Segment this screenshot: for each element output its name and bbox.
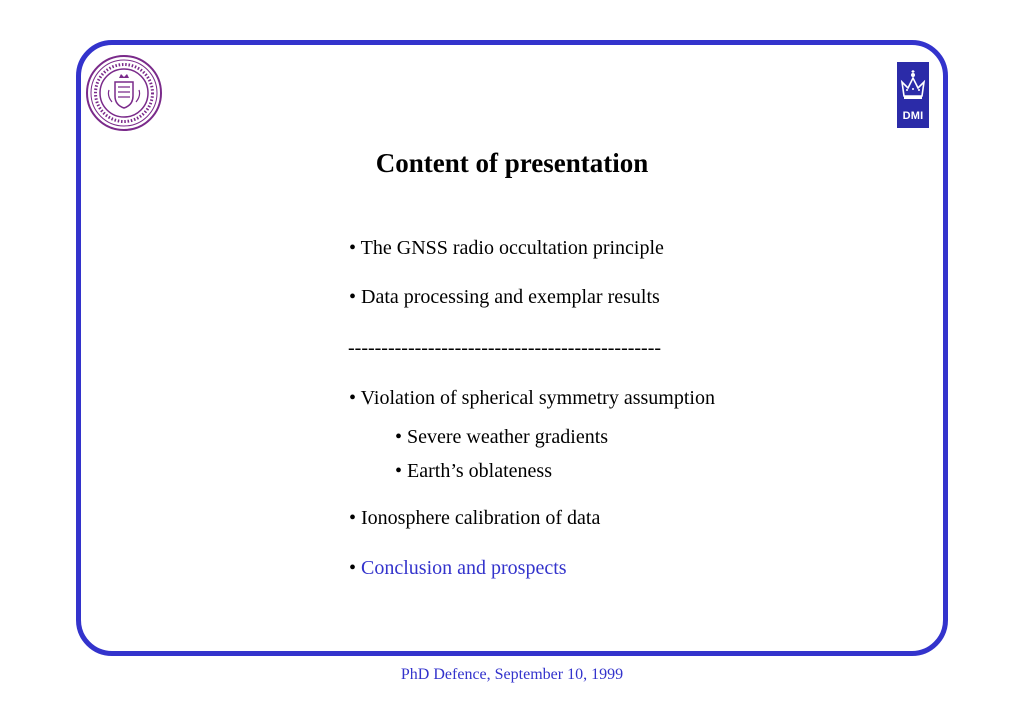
- sub-bullet-weather-gradients: [395, 425, 608, 449]
- bullet-spherical-symmetry: [349, 386, 715, 410]
- bullet-text: Ionosphere calibration of data: [361, 507, 601, 529]
- bullet-ionosphere: [349, 506, 600, 530]
- bullet-marker: •: [349, 507, 357, 529]
- bullet-marker: •: [349, 557, 357, 579]
- crown-icon: [897, 62, 929, 108]
- bullet-marker: •: [349, 387, 357, 409]
- conclusion-link[interactable]: Conclusion and prospects: [361, 557, 567, 579]
- dmi-logo: [897, 62, 929, 128]
- bullet-marker: •: [349, 237, 357, 259]
- sub-bullet-oblateness: [395, 459, 552, 483]
- slide-title: Content of presentation: [375, 148, 649, 178]
- dmi-label: DMI: [902, 110, 924, 122]
- bullet-text: Data processing and exemplar results: [361, 286, 660, 308]
- bullet-data-processing: [349, 285, 660, 309]
- bullet-text: Severe weather gradients: [407, 426, 609, 448]
- bullet-text: Earth’s oblateness: [407, 460, 552, 482]
- bullet-text: The GNSS radio occultation principle: [360, 237, 664, 259]
- bullet-text: Violation of spherical symmetry assumption: [360, 387, 715, 409]
- bullet-marker: •: [395, 460, 403, 482]
- bullet-gnss-principle: [349, 236, 664, 260]
- separator-line: -----------------------------------------------: [348, 337, 662, 359]
- bullet-conclusion[interactable]: [349, 556, 567, 580]
- bullet-marker: •: [349, 286, 357, 308]
- footer-text: PhD Defence, September 10, 1999: [400, 666, 624, 683]
- university-seal-icon: [85, 54, 163, 132]
- bullet-marker: •: [395, 426, 403, 448]
